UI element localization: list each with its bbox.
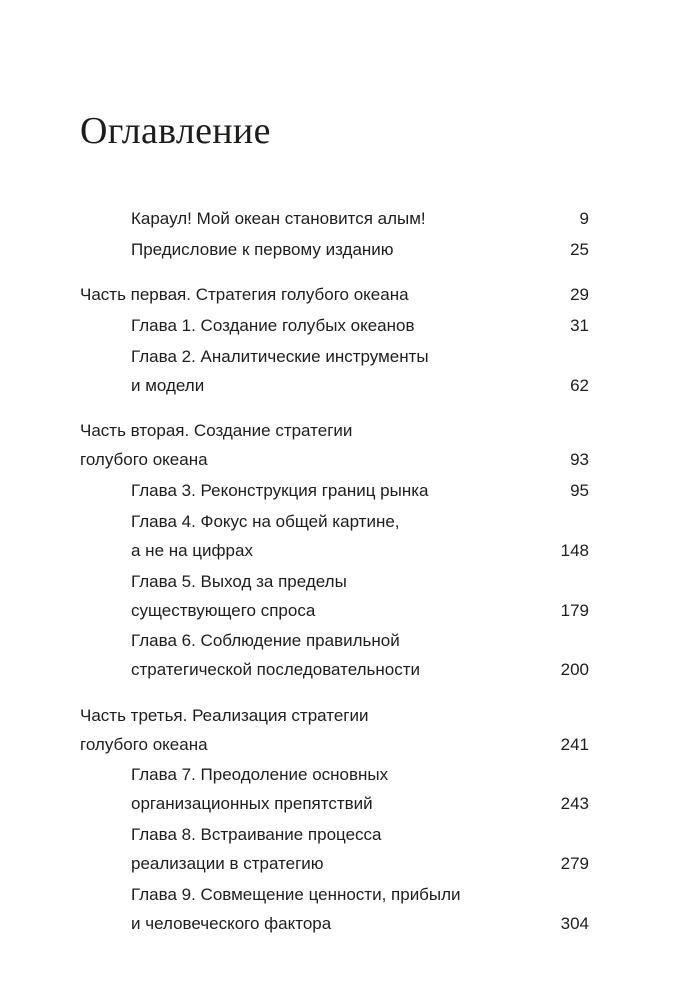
toc-entry-title: Часть третья. Реализация стратегии bbox=[80, 706, 369, 725]
toc-entry-title: Глава 9. Совмещение ценности, прибыли bbox=[131, 885, 461, 904]
toc-entry-title: Глава 6. Соблюдение правильной bbox=[131, 631, 400, 650]
toc-entry-page: 93 bbox=[570, 450, 589, 469]
toc-entry-title-continued: существующего спроса bbox=[131, 601, 316, 620]
toc-entry-title-continued: и модели bbox=[131, 376, 205, 395]
toc-entry-page: 31 bbox=[570, 316, 589, 335]
toc-entry-page: 9 bbox=[579, 209, 589, 228]
toc-entry-title-continued: реализации в стратегию bbox=[131, 854, 324, 873]
toc-entry-page: 29 bbox=[570, 285, 589, 304]
toc-entry-page: 241 bbox=[560, 735, 589, 754]
toc-entry-title: Глава 2. Аналитические инструменты bbox=[131, 347, 429, 366]
toc-entry-title: Глава 1. Создание голубых океанов bbox=[131, 316, 415, 335]
toc-entry-title: Предисловие к первому изданию bbox=[131, 240, 394, 259]
toc-entry-title-continued: голубого океана bbox=[80, 450, 208, 469]
toc-entry-page: 25 bbox=[570, 240, 589, 259]
toc-entry-page: 179 bbox=[560, 601, 589, 620]
toc-entry-title: Часть вторая. Создание стратегии bbox=[80, 421, 353, 440]
toc-entry-title: Глава 7. Преодоление основных bbox=[131, 765, 389, 784]
toc-entry-page: 148 bbox=[560, 541, 589, 560]
toc-entry-page: 279 bbox=[560, 854, 589, 873]
toc-entry-title-continued: а не на цифрах bbox=[131, 541, 253, 560]
toc-entry-title: Глава 8. Встраивание процесса bbox=[131, 825, 382, 844]
toc-entry-title-continued: и человеческого фактора bbox=[131, 914, 332, 933]
toc-entry-title: Караул! Мой океан становится алым! bbox=[131, 209, 426, 228]
toc-entry-page: 200 bbox=[560, 660, 589, 679]
toc-entry-title-continued: стратегической последовательности bbox=[131, 660, 421, 679]
toc-entry-title: Глава 3. Реконструкция границ рынка bbox=[131, 481, 429, 500]
toc-entry-page: 62 bbox=[570, 376, 589, 395]
toc-entry-title-continued: организационных препятствий bbox=[131, 794, 373, 813]
toc-entry-title-continued: голубого океана bbox=[80, 735, 208, 754]
toc-entry-title: Глава 5. Выход за пределы bbox=[131, 572, 347, 591]
toc-entry-title: Глава 4. Фокус на общей картине, bbox=[131, 512, 400, 531]
toc-entry-page: 243 bbox=[560, 794, 589, 813]
toc-entry-title: Часть первая. Стратегия голубого океана bbox=[80, 285, 409, 304]
page-title: Оглавление bbox=[80, 110, 271, 152]
toc-entry-page: 95 bbox=[570, 481, 589, 500]
toc-entry-page: 304 bbox=[560, 914, 589, 933]
